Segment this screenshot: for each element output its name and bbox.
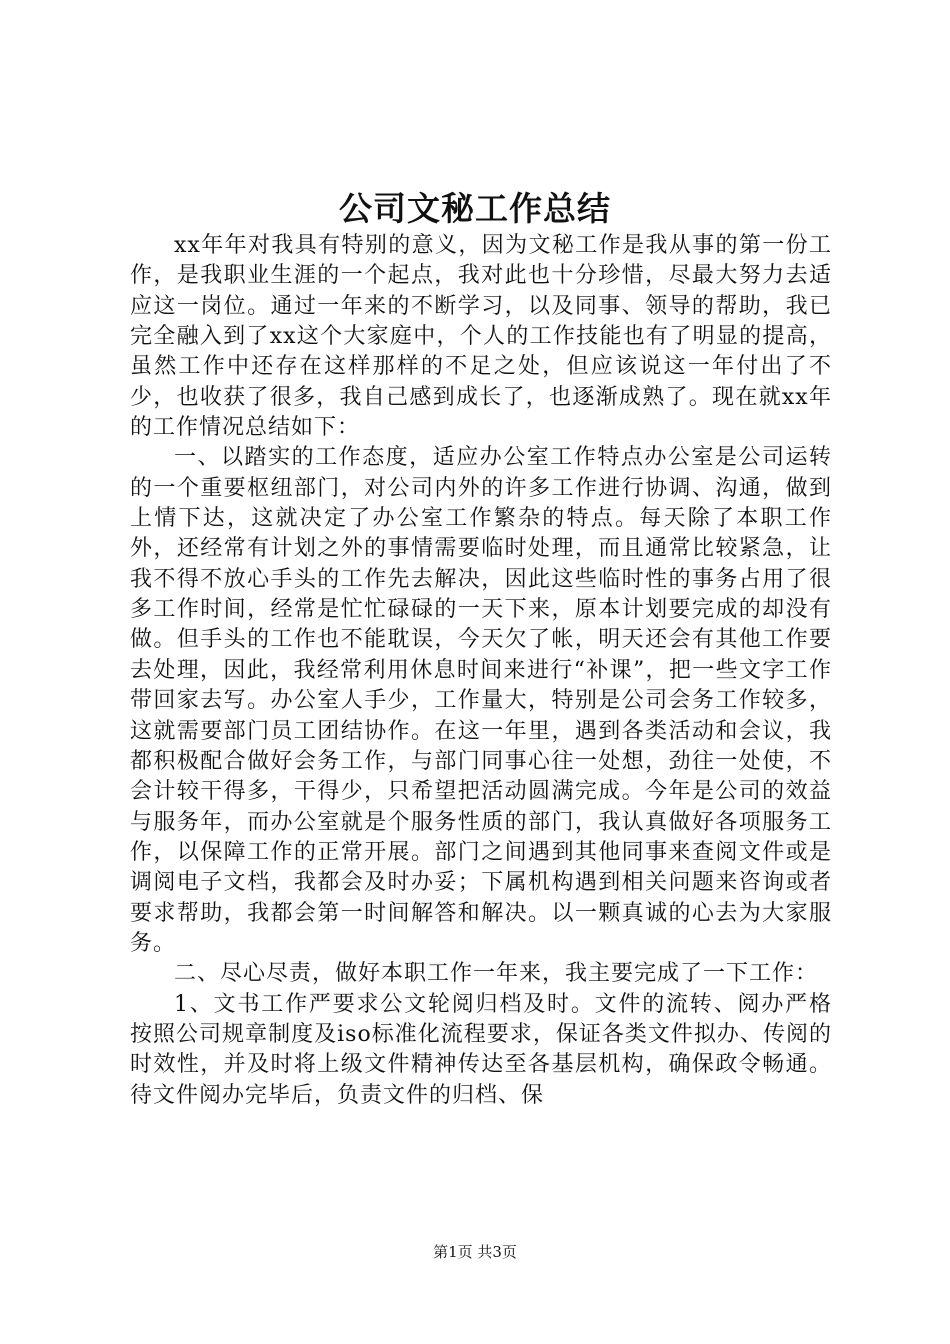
paragraph-intro: xx年年对我具有特别的意义，因为文秘工作是我从事的第一份工作，是我职业生涯的一个起点，我对此也十分珍惜，尽最大努力去适应这一岗位。通过一年来的不断学习，以及同事、领导的帮助，我已完全融入到了xx这个大家庭中，个人的工作技能也有了明显的提高，虽然工作中还存在这样那样的不足之处，但应该说这一年付出了不少，也收获了很多，我自己感到成长了，也逐渐成熟了。现在就xx年的工作情况总结如下： (130, 233, 832, 441)
paragraph-section-one: 一、以踏实的工作态度，适应办公室工作特点办公室是公司运转的一个重要枢纽部门，对公司内外的许多工作进行协调、沟通，做到上情下达，这就决定了办公室工作繁杂的特点。每天除了本职工作外，还经常有计划之外的事情需要临时处理，而且通常比较紧急，让我不得不放心手头的工作先去解决，因此这些临时性的事务占用了很多工作时间，经常是忙忙碌碌的一天下来，原本计划要完成的却没有做。但手头的工作也不能耽误，今天欠了帐，明天还会有其他工作要去处理，因此，我经常利用休息时间来进行“补课”，把一些文字工作带回家去写。办公室人手少，工作量大，特别是公司会务工作较多，这就需要部门员工团结协作。在这一年里，遇到各类活动和会议，我都积极配合做好会务工作，与部门同事心往一处想，劲往一处使，不会计较干得多，干得少，只希望把活动圆满完成。今年是公司的效益与服务年，而办公室就是个服务性质的部门，我认真做好各项服务工作，以保障工作的正常开展。部门之间遇到其他同事来查阅文件或是调阅电子文档，我都会及时办妥；下属机构遇到相关问题来咨询或者要求帮助，我都会第一时间解答和解决。以一颗真诚的心去为大家服务。 (130, 445, 832, 956)
paragraph-item-one: 1、文书工作严要求公文轮阅归档及时。文件的流转、阅办严格按照公司规章制度及iso标准化流程要求，保证各类文件拟办、传阅的时效性，并及时将上级文件精神传达至各基层机构，确保政令畅通。待文件阅办完毕后，负责文件的归档、保 (130, 991, 832, 1108)
page-number-footer: 第1页 共3页 (433, 1243, 517, 1261)
document-body (130, 231, 832, 1111)
document-title: 公司文秘工作总结 (339, 189, 611, 228)
paragraph-section-two: 二、尽心尽责，做好本职工作一年来，我主要完成了一下工作： (174, 961, 819, 987)
